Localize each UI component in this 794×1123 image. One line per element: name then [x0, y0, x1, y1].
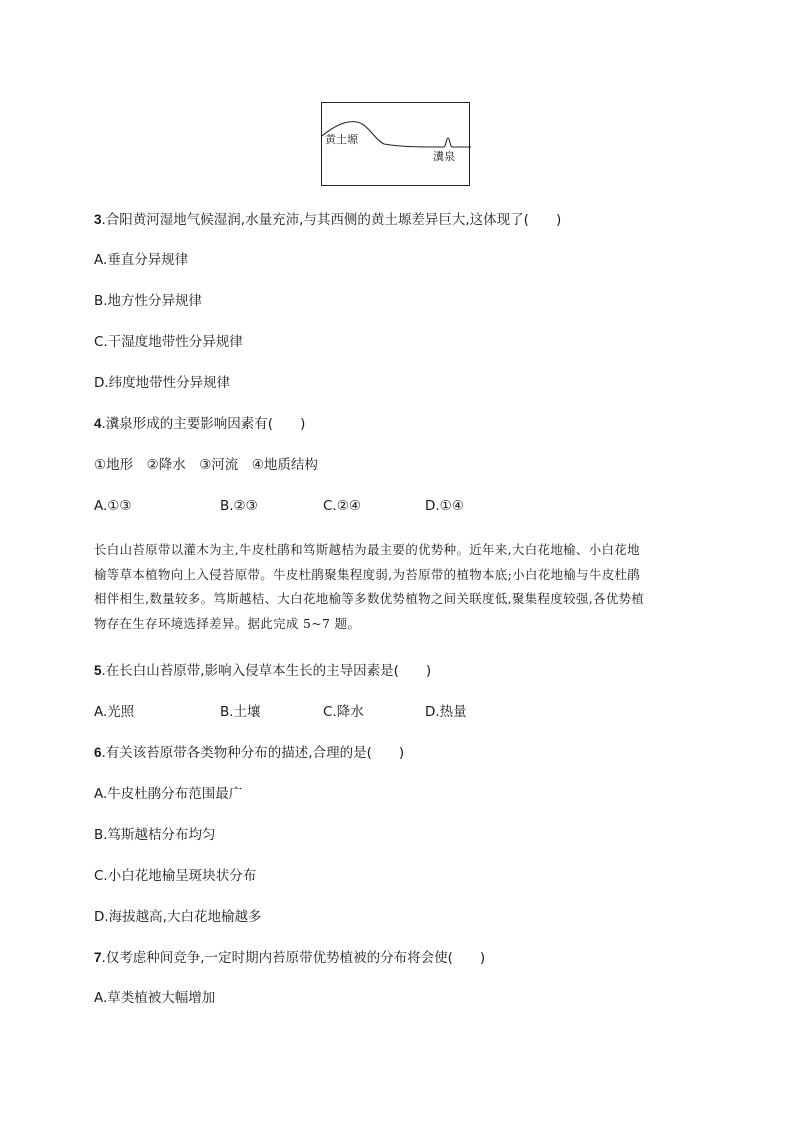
- question-3-stem: [94, 212, 561, 228]
- q5-option-a: A.光照: [94, 704, 135, 720]
- q6-option-b: B.笃斯越桔分布均匀: [94, 827, 216, 843]
- q7-option-a: A.草类植被大幅增加: [94, 990, 216, 1006]
- question-text: .瀵泉形成的主要影响因素有( ): [101, 416, 306, 432]
- q6-option-d: D.海拔越高,大白花地榆越多: [94, 909, 262, 925]
- q3-option-d: D.纬度地带性分异规律: [94, 375, 231, 391]
- question-7-stem: [94, 950, 485, 966]
- q4-option-c: C.②④: [323, 498, 361, 514]
- question-number: 6: [94, 745, 102, 760]
- reading-passage: [94, 538, 700, 636]
- q3-option-c: C.干湿度地带性分异规律: [94, 334, 243, 350]
- question-text: .有关该苔原带各类物种分布的描述,合理的是( ): [101, 745, 405, 761]
- question-text: .合阳黄河湿地气候湿润,水量充沛,与其西侧的黄土塬差异巨大,这体现了( ): [101, 212, 562, 228]
- question-text: .仅考虑种间竞争,一定时期内苔原带优势植被的分布将会使( ): [101, 950, 486, 966]
- q4-option-a: A.①③: [94, 498, 132, 514]
- q5-option-c: C.降水: [323, 704, 364, 720]
- question-text: .在长白山苔原带,影响入侵草本生长的主导因素是( ): [101, 663, 432, 679]
- question-4-stem: [94, 416, 305, 432]
- spring-label: 瀵泉: [433, 150, 455, 163]
- passage-line: 相伴相生,数量较多。笃斯越桔、大白花地榆等多数优势植物之间关联度低,聚集程度较强,各优势植: [94, 591, 645, 607]
- q4-factor-list: ①地形 ②降水 ③河流 ④地质结构: [94, 457, 318, 473]
- question-number: 7: [94, 950, 102, 965]
- question-number: 4: [94, 416, 102, 431]
- q6-option-a: A.牛皮杜鹃分布范围最广: [94, 786, 243, 802]
- passage-line: 榆等草本植物向上入侵苔原带。牛皮杜鹃聚集程度弱,为苔原带的植物本底;小白花地榆与牛皮杜鹃: [94, 566, 641, 582]
- q6-option-c: C.小白花地榆呈斑块状分布: [94, 868, 257, 884]
- passage-line: 长白山苔原带以灌木为主,牛皮杜鹃和笃斯越桔为最主要的优势种。近年来,大白花地榆、小白花地: [94, 542, 640, 557]
- q3-option-b: B.地方性分异规律: [94, 293, 203, 309]
- passage-line: 物存在生存环境选择差异。据此完成 5~7 题。: [94, 615, 361, 631]
- q4-option-d: D.①④: [425, 498, 464, 514]
- terrain-diagram: [321, 102, 470, 186]
- question-6-stem: [94, 745, 404, 761]
- q5-option-b: B.土壤: [220, 704, 261, 720]
- question-5-stem: [94, 663, 431, 679]
- question-number: 5: [94, 663, 102, 678]
- q4-option-b: B.②③: [220, 498, 258, 514]
- q5-option-d: D.热量: [425, 704, 467, 720]
- q3-option-a: A.垂直分异规律: [94, 252, 189, 268]
- question-number: 3: [94, 212, 102, 227]
- loess-plateau-label: 黄土塬: [325, 133, 358, 146]
